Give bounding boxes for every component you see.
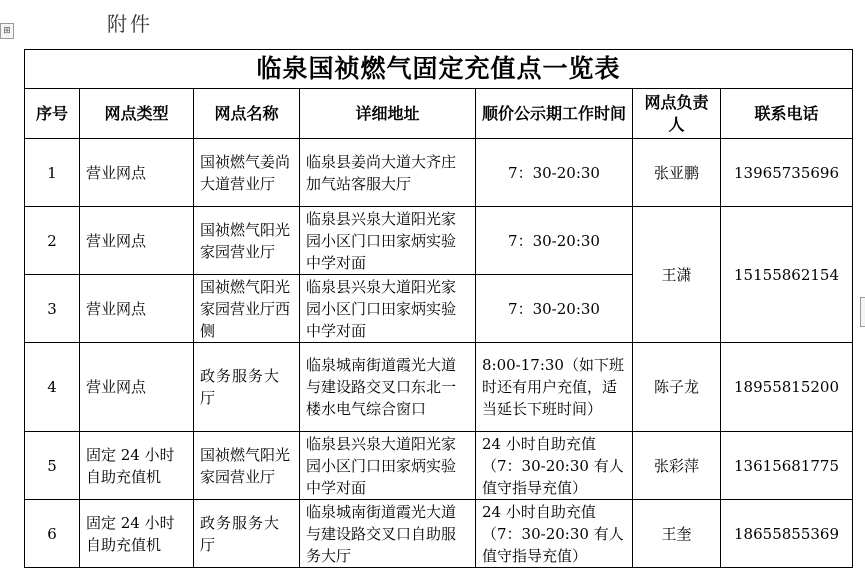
cell-type: 营业网点 — [80, 139, 194, 207]
header-hours: 顺价公示期工作时间 — [476, 89, 633, 139]
cell-type: 营业网点 — [80, 275, 194, 343]
cell-seq: 2 — [25, 207, 80, 275]
header-seq: 序号 — [25, 89, 80, 139]
cell-name: 国祯燃气姜尚大道营业厅 — [194, 139, 300, 207]
cell-address: 临泉县姜尚大道大齐庄加气站客服大厅 — [300, 139, 476, 207]
cell-type: 固定 24 小时自助充值机 — [80, 500, 194, 568]
table-row — [25, 500, 853, 568]
header-type: 网点类型 — [80, 89, 194, 139]
cell-seq: 4 — [25, 343, 80, 432]
cell-address: 临泉城南街道霞光大道与建设路交叉口自助服务大厅 — [300, 500, 476, 568]
cell-phone: 18655855369 — [721, 500, 853, 568]
table-row — [25, 432, 853, 500]
table-row — [25, 207, 853, 275]
cell-seq: 1 — [25, 139, 80, 207]
table-row — [25, 139, 853, 207]
cell-seq: 6 — [25, 500, 80, 568]
cell-manager: 张亚鹏 — [633, 139, 721, 207]
cell-type: 营业网点 — [80, 343, 194, 432]
table-resize-handle[interactable] — [860, 297, 865, 327]
cell-phone: 18955815200 — [721, 343, 853, 432]
table-row — [25, 343, 853, 432]
cell-seq: 3 — [25, 275, 80, 343]
cell-name: 国祯燃气阳光家园营业厅 — [194, 432, 300, 500]
cell-seq: 5 — [25, 432, 80, 500]
cell-phone: 13615681775 — [721, 432, 853, 500]
cell-manager: 王奎 — [633, 500, 721, 568]
header-phone: 联系电话 — [721, 89, 853, 139]
table-move-handle-icon[interactable]: ⊞ — [0, 23, 14, 39]
cell-manager: 张彩萍 — [633, 432, 721, 500]
cell-manager: 王潇 — [633, 207, 721, 343]
cell-hours: 7：30-20:30 — [476, 275, 633, 343]
cell-hours: 8:00-17:30（如下班时还有用户充值，适当延长下班时间） — [476, 343, 633, 432]
cell-name: 国祯燃气阳光家园营业厅西侧 — [194, 275, 300, 343]
header-address: 详细地址 — [300, 89, 476, 139]
cell-hours: 7：30-20:30 — [476, 207, 633, 275]
table-title: 临泉国祯燃气固定充值点一览表 — [25, 50, 853, 89]
recharge-points-table — [24, 49, 853, 568]
cell-phone: 13965735696 — [721, 139, 853, 207]
cell-name: 政务服务大厅 — [194, 343, 300, 432]
cell-type: 固定 24 小时自助充值机 — [80, 432, 194, 500]
cell-address: 临泉县兴泉大道阳光家园小区门口田家炳实验中学对面 — [300, 432, 476, 500]
attachment-label: 附件 — [107, 12, 153, 36]
cell-name: 政务服务大厅 — [194, 500, 300, 568]
cell-name: 国祯燃气阳光家园营业厅 — [194, 207, 300, 275]
header-manager: 网点负责人 — [633, 89, 721, 139]
cell-hours: 24 小时自助充值（7：30-20:30 有人值守指导充值） — [476, 500, 633, 568]
cell-manager: 陈子龙 — [633, 343, 721, 432]
cell-phone: 15155862154 — [721, 207, 853, 343]
cell-address: 临泉城南街道霞光大道与建设路交叉口东北一楼水电气综合窗口 — [300, 343, 476, 432]
cell-address: 临泉县兴泉大道阳光家园小区门口田家炳实验中学对面 — [300, 275, 476, 343]
cell-type: 营业网点 — [80, 207, 194, 275]
table-header-row — [25, 89, 853, 139]
cell-address: 临泉县兴泉大道阳光家园小区门口田家炳实验中学对面 — [300, 207, 476, 275]
cell-hours: 7：30-20:30 — [476, 139, 633, 207]
cell-hours: 24 小时自助充值（7：30-20:30 有人值守指导充值） — [476, 432, 633, 500]
header-name: 网点名称 — [194, 89, 300, 139]
